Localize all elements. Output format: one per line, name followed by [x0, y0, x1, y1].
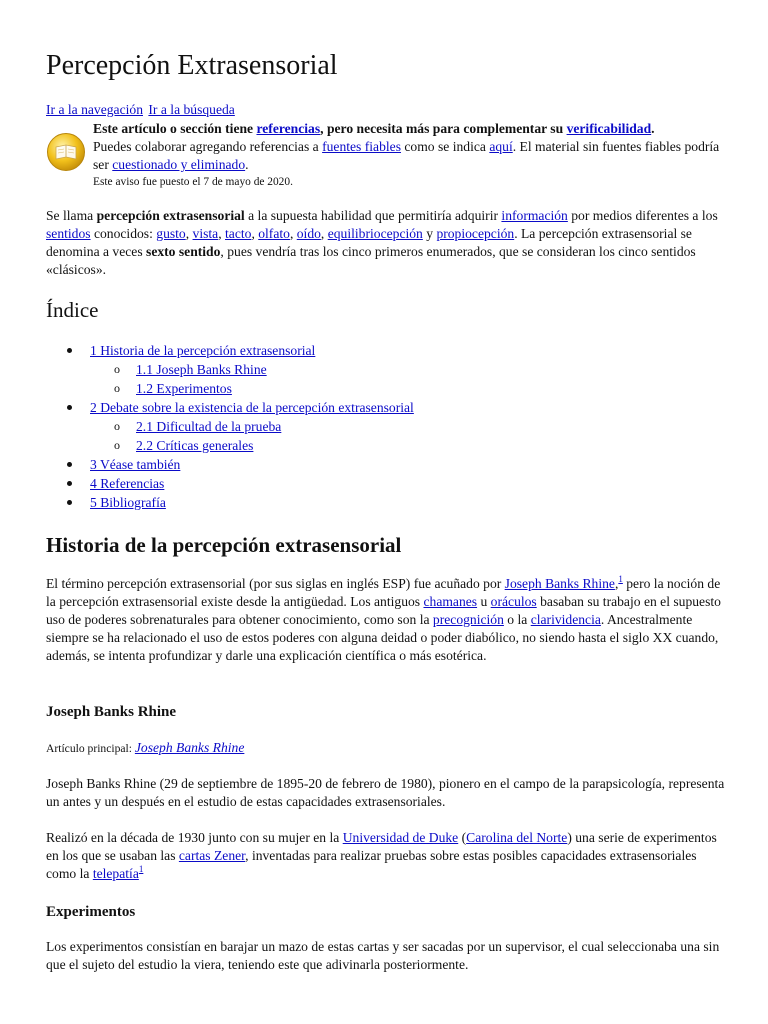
tacto-link[interactable]: tacto [225, 226, 252, 241]
jump-to-search-link[interactable]: Ir a la búsqueda [148, 102, 235, 117]
jump-to-navigation-link[interactable]: Ir a la navegación [46, 102, 143, 117]
toc-link[interactable]: 4 Referencias [90, 476, 165, 491]
telepatia-link[interactable]: telepatía [92, 866, 139, 881]
gusto-link[interactable]: gusto [156, 226, 186, 241]
toc-item [66, 360, 414, 379]
toc-item [66, 417, 414, 436]
informacion-link[interactable]: información [501, 208, 568, 223]
cuestionado-link[interactable]: cuestionado y eliminado [112, 157, 246, 172]
carolina-del-norte-link[interactable]: Carolina del Norte [466, 830, 568, 845]
referencias-link[interactable]: referencias [256, 121, 321, 136]
main-article-link[interactable]: Joseph Banks Rhine [134, 740, 245, 755]
toc-item [66, 398, 414, 417]
historia-heading: Historia de la percepción extrasensorial [46, 533, 402, 557]
sentidos-link[interactable]: sentidos [46, 226, 91, 241]
table-of-contents [66, 341, 414, 512]
book-notice-icon [46, 132, 86, 172]
vista-link[interactable]: vista [192, 226, 219, 241]
toc-link[interactable]: 2.2 Críticas generales [136, 438, 254, 453]
main-article-note: Artículo principal: Joseph Banks Rhine [46, 740, 245, 755]
rhine-paragraph-1: Joseph Banks Rhine (29 de septiembre de 1895-20 de febrero de 1980), pionero en el campo de la parapsicología, representa un antes y un después en el estudio de estas capacidades extrasensoriales. [46, 776, 725, 809]
aqui-link[interactable]: aquí [489, 139, 513, 154]
rhine-paragraph-2: Realizó en la década de 1930 junto con su mujer en la Universidad de Duke (Carolina del Norte) una serie de experimentos en los que se usaban las cartas Zener, inventadas para realizar pruebas sobre estas posibles capacidades extrasensoriales como la telepatía$^1$ [46, 830, 717, 881]
jump-links [46, 101, 237, 119]
toc-link[interactable]: 1.1 Joseph Banks Rhine [136, 362, 267, 377]
toc-link[interactable]: 3 Véase también [90, 457, 181, 472]
verificabilidad-link[interactable]: verificabilidad [566, 121, 652, 136]
toc-item [66, 493, 414, 512]
toc-link[interactable]: 1.2 Experimentos [136, 381, 232, 396]
rhine-heading: Joseph Banks Rhine [46, 704, 177, 720]
oido-link[interactable]: oído [296, 226, 321, 241]
joseph-banks-rhine-link[interactable]: Joseph Banks Rhine [504, 576, 615, 591]
reference-1-link-2[interactable]: 1 [138, 864, 144, 874]
equilibriocepcion-link[interactable]: equilibriocepción [327, 226, 423, 241]
toc-item [66, 341, 414, 360]
cartas-zener-link[interactable]: cartas Zener [178, 848, 246, 863]
toc-link[interactable]: 2 Debate sobre la existencia de la percepción extrasensorial [90, 400, 414, 415]
intro-paragraph: Se llama percepción extrasensorial a la supuesta habilidad que permitiría adquirir información por medios diferentes a los sentidos conocidos: gusto, vista, tacto, olfato, oído, equilibriocepción y propiocepción. La percepción extrasensorial se denomina a veces sexto sentido, pues vendría tras los cinco primeros enumerados, que se consideran los cinco sentidos «clásicos». [46, 208, 718, 277]
toc-heading: Índice [46, 298, 99, 322]
toc-item [66, 474, 414, 493]
fuentes-fiables-link[interactable]: fuentes fiables [322, 139, 401, 154]
universidad-duke-link[interactable]: Universidad de Duke [342, 830, 459, 845]
precognicion-link[interactable]: precognición [432, 612, 504, 627]
olfato-link[interactable]: olfato [258, 226, 290, 241]
toc-link[interactable]: 2.1 Dificultad de la prueba [136, 419, 282, 434]
experimentos-heading: Experimentos [46, 904, 136, 920]
toc-link[interactable]: 5 Bibliografía [90, 495, 166, 510]
notice-line-1: Este artículo o sección tiene referencias, pero necesita más para complementar su verificabilidad. [93, 121, 655, 136]
toc-item [66, 436, 414, 455]
chamanes-link[interactable]: chamanes [423, 594, 478, 609]
historia-paragraph: El término percepción extrasensorial (por sus siglas en inglés ESP) fue acuñado por Joseph Banks Rhine,$^1$ pero la noción de la percepción extrasensorial existe desde la antigüedad. Los antiguos chamanes u oráculos basaban su trabajo en el supuesto uso de poderes sobrenaturales para obtener conocimiento, como son la precognición o la clarividencia. Ancestralmente siempre se ha relacionado el uso de estos poderes con alguna deidad o poder diabólico, no siendo hasta el siglo XX cuando, además, se intenta profundizar y darle una explicación científica o más esotérica. [46, 574, 721, 663]
propiocepcion-link[interactable]: propiocepción [436, 226, 515, 241]
page-title: Percepción Extrasensorial [46, 50, 338, 81]
toc-item [66, 455, 414, 474]
toc-link[interactable]: 1 Historia de la percepción extrasensorial [90, 343, 316, 358]
clarividencia-link[interactable]: clarividencia [530, 612, 601, 627]
oraculos-link[interactable]: oráculos [490, 594, 537, 609]
notice-date: Este aviso fue puesto el 7 de mayo de 2020. [93, 176, 293, 188]
toc-item [66, 379, 414, 398]
notice-line-2: Puedes colaborar agregando referencias a fuentes fiables como se indica aquí. El material sin fuentes fiables podría ser cuestionado y eliminado. [93, 139, 720, 172]
reference-1-link[interactable]: 1 [618, 574, 623, 584]
experimentos-paragraph: Los experimentos consistían en barajar un mazo de estas cartas y ser sacadas por un supervisor, el cual seleccionaba una sin que el sujeto del estudio la viera, teniendo este que adivinarla posteriormente. [46, 939, 720, 972]
